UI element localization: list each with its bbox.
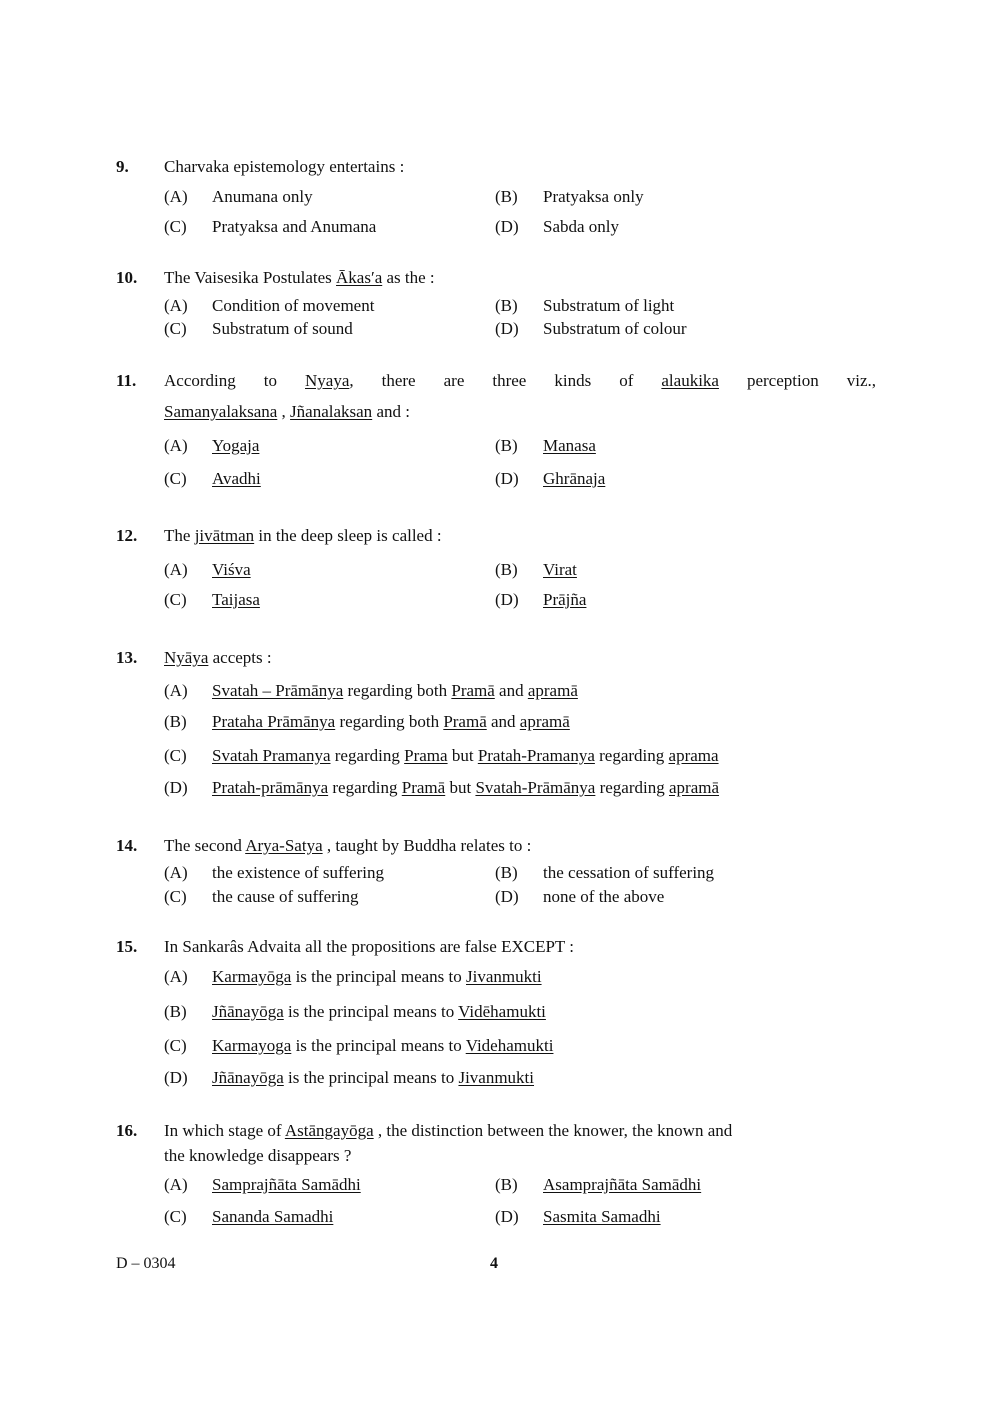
question-text-post: as the : — [386, 268, 435, 287]
term-akasa: Ākas′a — [336, 268, 383, 287]
option-label: (A) — [164, 863, 188, 882]
question-text — [164, 526, 442, 546]
option-a-text: the existence of suffering — [212, 863, 384, 882]
question-text — [164, 268, 435, 288]
question-text-post: accepts : — [212, 648, 272, 667]
option-label: (A) — [164, 967, 188, 986]
text: but — [451, 746, 474, 765]
word: perception — [746, 371, 819, 390]
question-number: 14. — [116, 836, 138, 855]
term: Jñānayōga — [212, 1068, 284, 1087]
word: to — [263, 371, 277, 390]
text: regarding both — [339, 712, 440, 731]
option-label: (C) — [164, 1207, 187, 1226]
text: is the principal means to — [295, 1036, 462, 1055]
text: regarding — [599, 746, 665, 765]
term-jnanalaksan: Jñanalaksan — [290, 402, 373, 421]
comma: , — [281, 402, 286, 421]
term: Svatah Pramanya — [212, 746, 331, 765]
word: of — [619, 371, 634, 390]
option-b-text: Pratyaksa only — [543, 187, 644, 206]
option-label: (A) — [164, 187, 188, 206]
question-text: In Sankarâs Advaita all the propositions are false EXCEPT : — [164, 937, 574, 956]
option-b-text — [212, 712, 570, 732]
option-c-text — [212, 1036, 553, 1056]
term: Svatah – Prāmānya — [212, 681, 344, 700]
term-alaukika: alaukika — [661, 371, 719, 390]
text: but — [449, 778, 472, 797]
option-d-text: Ghrānaja — [543, 469, 606, 488]
text: regarding — [334, 746, 400, 765]
option-d-text — [212, 778, 719, 798]
option-d-text: none of the above — [543, 887, 665, 906]
option-label: (B) — [164, 1002, 187, 1021]
option-a-text: Yogaja — [212, 436, 260, 455]
question-number: 16. — [116, 1121, 138, 1140]
option-d-text: Prājña — [543, 590, 587, 609]
text: is the principal means to — [295, 967, 462, 986]
question-text: Charvaka epistemology entertains : — [164, 157, 405, 176]
option-a-text — [212, 967, 542, 987]
question-text-pre: The Vaisesika Postulates — [164, 268, 332, 287]
option-d-text — [212, 1068, 534, 1088]
option-label: (B) — [164, 712, 187, 731]
option-label: (A) — [164, 681, 188, 700]
word: three — [492, 371, 527, 390]
option-b-text: Substratum of light — [543, 296, 675, 315]
question-text-line-1 — [164, 371, 876, 391]
term: apramā — [527, 681, 578, 700]
question-text — [164, 648, 272, 668]
option-label: (B) — [495, 560, 518, 579]
question-text — [164, 836, 531, 856]
option-label: (D) — [495, 319, 519, 338]
option-label: (C) — [164, 746, 187, 765]
term: Videhamukti — [465, 1036, 554, 1055]
term: Pramā — [451, 681, 495, 700]
option-b-text: Manasa — [543, 436, 596, 455]
option-b-text: Virat — [543, 560, 577, 579]
option-label: (D) — [164, 1068, 188, 1087]
question-text-pre: The second — [164, 836, 242, 855]
question-text-line-2: the knowledge disappears ? — [164, 1146, 352, 1165]
option-label: (D) — [495, 1207, 519, 1226]
option-label: (D) — [495, 590, 519, 609]
term: Karmayōga — [212, 967, 292, 986]
text: regarding — [599, 778, 665, 797]
question-text-post: , the distinction between the knower, the known and — [377, 1121, 733, 1140]
option-label: (D) — [495, 887, 519, 906]
text: regarding — [332, 778, 398, 797]
text: is the principal means to — [288, 1002, 455, 1021]
term: Pratah-Pramanya — [477, 746, 595, 765]
option-c-text: Substratum of sound — [212, 319, 353, 338]
question-text-line-2 — [164, 402, 410, 422]
term-jivatman: jivātman — [194, 526, 255, 545]
word: and : — [376, 402, 410, 421]
option-label: (C) — [164, 319, 187, 338]
word: kinds — [554, 371, 592, 390]
question-text-line-1 — [164, 1121, 732, 1141]
option-d-text: Sabda only — [543, 217, 620, 236]
option-label: (C) — [164, 590, 187, 609]
question-number: 15. — [116, 937, 138, 956]
question-text-post: in the deep sleep is called : — [258, 526, 442, 545]
option-c-text — [212, 746, 719, 766]
option-label: (B) — [495, 187, 518, 206]
term: Prama — [404, 746, 448, 765]
term: Jivanmukti — [466, 967, 542, 986]
option-label: (B) — [495, 296, 518, 315]
option-c-text: Sananda Samadhi — [212, 1207, 334, 1226]
question-number: 9. — [116, 157, 129, 176]
option-b-text — [212, 1002, 546, 1022]
option-a-text: Viśva — [212, 560, 251, 579]
option-d-text: Substratum of colour — [543, 319, 687, 338]
option-c-text: Taijasa — [212, 590, 260, 609]
option-label: (A) — [164, 560, 188, 579]
term: Pramā — [401, 778, 446, 797]
question-number: 13. — [116, 648, 138, 667]
option-d-text: Sasmita Samadhi — [543, 1207, 661, 1226]
question-text-pre: The — [164, 526, 191, 545]
term: Pratah-prāmānya — [212, 778, 329, 797]
term: Jivanmukti — [458, 1068, 535, 1087]
question-number: 12. — [116, 526, 138, 545]
term: Pramā — [443, 712, 487, 731]
page-number: 4 — [490, 1255, 498, 1272]
paper-code: D – 0304 — [116, 1255, 176, 1272]
option-label: (A) — [164, 436, 188, 455]
word: are — [443, 371, 465, 390]
option-a-text: Samprajñāta Samādhi — [212, 1175, 361, 1194]
option-label: (C) — [164, 1036, 187, 1055]
term: aprama — [668, 746, 719, 765]
option-label: (D) — [164, 778, 188, 797]
option-a-text — [212, 681, 578, 701]
term-arya-satya: Arya-Satya — [245, 836, 323, 855]
term: Prataha Prāmānya — [212, 712, 336, 731]
text: and — [499, 681, 524, 700]
term: Karmayoga — [212, 1036, 292, 1055]
term: Vidēhamukti — [458, 1002, 546, 1021]
question-number: 11. — [116, 371, 137, 390]
option-label: (B) — [495, 436, 518, 455]
option-label: (B) — [495, 1175, 518, 1194]
option-label: (C) — [164, 887, 187, 906]
text: is the principal means to — [288, 1068, 455, 1087]
option-c-text: Pratyaksa and Anumana — [212, 217, 377, 236]
question-number: 10. — [116, 268, 138, 287]
option-b-text: the cessation of suffering — [543, 863, 715, 882]
option-label: (C) — [164, 469, 187, 488]
option-a-text: Condition of movement — [212, 296, 375, 315]
term-samanyalaksana: Samanyalaksana — [164, 402, 278, 421]
option-label: (D) — [495, 469, 519, 488]
option-label: (A) — [164, 1175, 188, 1194]
question-text-pre: In which stage of — [164, 1121, 282, 1140]
term-nyaya: Nyaya — [305, 371, 350, 390]
option-label: (B) — [495, 863, 518, 882]
word: , there — [349, 371, 416, 390]
term: apramā — [519, 712, 570, 731]
option-label: (A) — [164, 296, 188, 315]
word: viz., — [846, 371, 876, 390]
term: apramā — [668, 778, 720, 797]
option-b-text: Asamprajñāta Samādhi — [543, 1175, 702, 1194]
text: and — [491, 712, 516, 731]
option-label: (D) — [495, 217, 519, 236]
option-c-text: Avadhi — [212, 469, 261, 488]
option-a-text: Anumana only — [212, 187, 313, 206]
question-text-post: , taught by Buddha relates to : — [326, 836, 532, 855]
term-astangayoga: Astāngayōga — [284, 1121, 374, 1140]
term: Svatah-Prāmānya — [475, 778, 596, 797]
text: regarding both — [347, 681, 448, 700]
term-nyaya: Nyāya — [164, 648, 209, 667]
term: Jñānayōga — [212, 1002, 284, 1021]
option-c-text: the cause of suffering — [212, 887, 359, 906]
option-label: (C) — [164, 217, 187, 236]
word: According — [164, 371, 236, 390]
